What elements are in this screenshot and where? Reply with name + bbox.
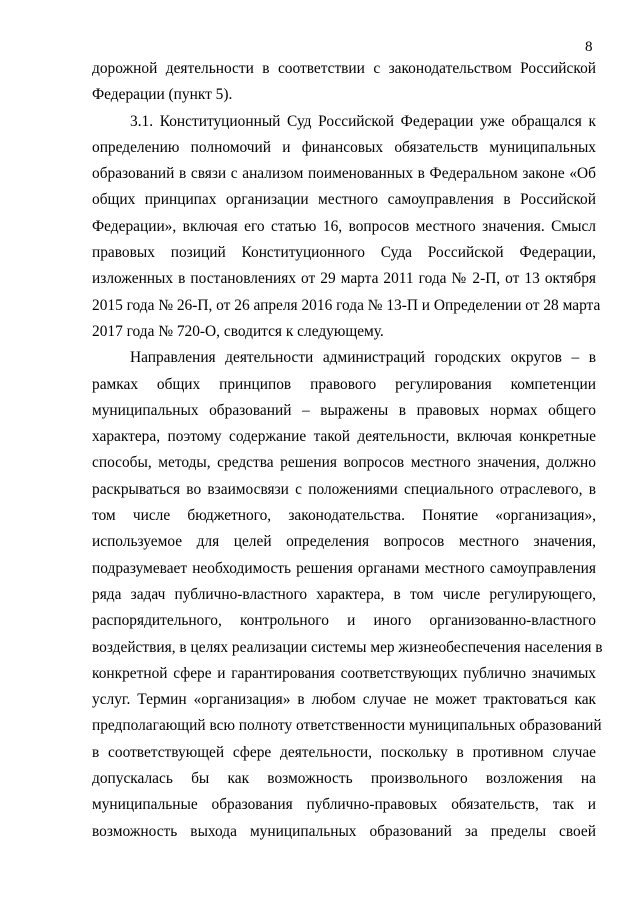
text-line: изложенных в постановлениях от 29 марта 2011 года № 2-П, от 13 октября: [92, 270, 596, 288]
text-line: 2017 года № 720-О, сводится к следующему.: [92, 322, 384, 340]
text-line: подразумевает необходимость решения органами местного самоуправления: [92, 559, 596, 577]
paragraph: [92, 345, 603, 845]
text-line: 2015 года № 26-П, от 26 апреля 2016 года № 13-П и Определении от 28 марта: [92, 296, 601, 314]
text-line: Федерации», включая его статью 16, вопросов местного значения. Смысл: [92, 217, 596, 235]
text-line: характера, поэтому содержание такой деятельности, включая конкретные: [92, 428, 596, 446]
text-line: распорядительного, контрольного и иного организованно-властного: [92, 612, 596, 630]
text-line: Федерации (пункт 5).: [92, 86, 233, 104]
text-line: общих принципах организации местного самоуправления в Российской: [92, 191, 596, 209]
text-line: образований в связи с анализом поименованных в Федеральном законе «Об: [92, 165, 596, 183]
text-line: используемое для целей определения вопросов местного значения,: [92, 533, 596, 551]
text-line: муниципальные образования публично-правовых обязательств, так и: [92, 796, 596, 814]
text-line: конкретной сфере и гарантирования соответствующих публично значимых: [92, 664, 596, 682]
text-line: раскрываться во взаимосвязи с положениями специального отраслевого, в: [92, 480, 596, 498]
text-line: 3.1. Конституционный Суд Российской Федерации уже обращался к: [130, 112, 596, 130]
text-line: определению полномочий и финансовых обязательств муниципальных: [92, 138, 596, 156]
text-line: воздействия, в целях реализации системы мер жизнеобеспечения населения в: [92, 638, 603, 656]
text-line: способы, методы, средства решения вопросов местного значения, должно: [92, 454, 596, 472]
text-line: том числе бюджетного, законодательства. Понятие «организация»,: [92, 507, 596, 525]
text-line: предполагающий всю полноту ответственности муниципальных образований: [92, 717, 602, 735]
text-line: муниципальных образований – выражены в правовых нормах общего: [92, 401, 596, 419]
text-line: Направления деятельности администраций городских округов – в: [130, 349, 596, 367]
text-line: в соответствующей сфере деятельности, поскольку в противном случае: [92, 743, 596, 761]
text-line: допускалась бы как возможность произвольного возложения на: [92, 770, 596, 788]
text-line: рамках общих принципов правового регулирования компетенции: [92, 375, 596, 393]
text-line: возможность выхода муниципальных образований за пределы своей: [92, 822, 596, 840]
text-line: услуг. Термин «организация» в любом случае не может трактоваться как: [92, 691, 596, 709]
paragraph: [92, 56, 596, 109]
text-line: дорожной деятельности в соответствии с законодательством Российской: [92, 60, 596, 77]
text-line: правовых позиций Конституционного Суда Российской Федерации,: [92, 244, 596, 262]
text-line: ряда задач публично-властного характера, в том числе регулирующего,: [92, 585, 596, 603]
page-number: 8: [585, 39, 593, 55]
paragraph: [92, 109, 601, 346]
document-body: [92, 56, 603, 845]
